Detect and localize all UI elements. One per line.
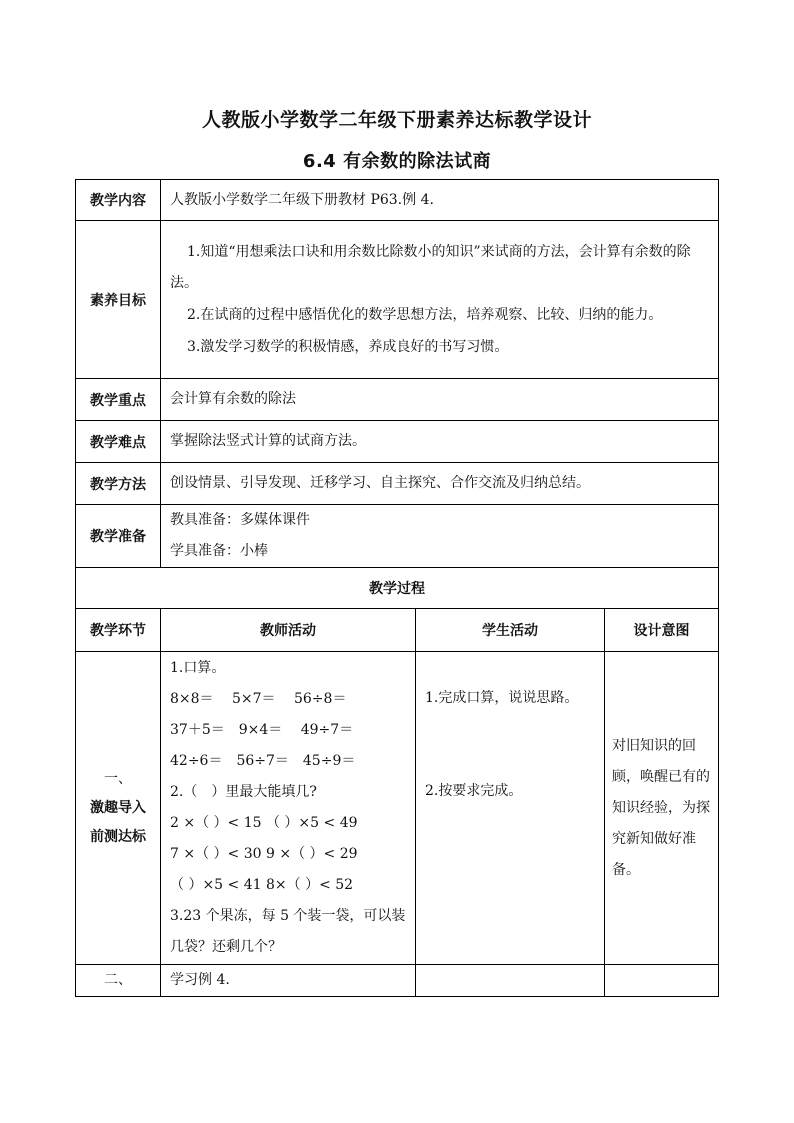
label-content: 教学内容 [76,180,161,221]
row-preparation [76,505,719,568]
stage-1-teacher [161,652,416,965]
header-intent: 设计意图 [605,609,719,652]
preparation-line: 学具准备：小棒 [170,543,268,559]
label-preparation: 教学准备 [76,505,161,568]
row-key-point [76,379,719,421]
student-activity: 1.完成口算，说说思路。 [425,690,579,706]
row-difficulty [76,421,719,463]
content-text: 人教版小学数学二年级下册教材 P63.例 4. [161,180,719,221]
goals-cell [161,221,719,379]
difficulty-text: 掌握除法竖式计算的试商方法。 [161,421,719,463]
row-process-title [76,568,719,609]
teacher-line: 8×8＝ 5×7＝ 56÷8＝ [170,691,347,707]
preparation-cell [161,505,719,568]
header-student: 学生活动 [416,609,605,652]
stage-2-teacher: 学习例 4. [161,965,416,997]
goal-item: 3.激发学习数学的积极情感，养成良好的书写习惯。 [187,339,509,355]
row-stage-1 [76,652,719,965]
student-activity: 2.按要求完成。 [425,783,523,799]
stage-1-number: 一、 [104,770,132,787]
key-point-text: 会计算有余数的除法 [161,379,719,421]
teacher-line: 2 ×（ ）< 15 （ ）×5 < 49 [170,815,358,831]
row-stage-2 [76,965,719,997]
teacher-line: （ ）×5 < 41 8×（ ）< 52 [170,877,354,893]
teacher-line: 7 ×（ ）< 30 9 ×（ ）< 29 [170,846,358,862]
stage-2-student [416,965,605,997]
process-title: 教学过程 [76,568,719,609]
header-teacher: 教师活动 [161,609,416,652]
teacher-line: 1.口算。 [170,660,226,676]
stage-1-name-line: 激趣导入 [90,799,146,816]
label-key-point: 教学重点 [76,379,161,421]
label-goals: 素养目标 [76,221,161,379]
header-stage: 教学环节 [76,609,161,652]
goal-item: 2.在试商的过程中感悟优化的数学思想方法，培养观察、比较、归纳的能力。 [187,307,663,323]
goal-item: 1.知道“用想乘法口诀和用余数比除数小的知识”来试商的方法，会计算有余数的除法。 [170,244,691,291]
teacher-line: 3.23 个果冻，每 5 个装一袋，可以装几袋？还剩几个？ [170,908,406,955]
label-method: 教学方法 [76,463,161,505]
preparation-line: 教具准备：多媒体课件 [170,512,310,528]
teacher-line: 42÷6＝ 56÷7＝ 45÷9＝ [170,753,356,769]
teacher-line: 2.（ ）里最大能填几? [170,784,317,800]
row-process-headers [76,609,719,652]
stage-1-intent: 对旧知识的回顾，唤醒已有的知识经验，为探究新知做好准备。 [605,652,719,965]
lesson-plan-table [75,179,719,997]
teacher-line: 37＋5＝ 9×4＝ 49÷7＝ [170,722,354,738]
method-text: 创设情景、引导发现、迁移学习、自主探究、合作交流及归纳总结。 [161,463,719,505]
stage-1-name [76,652,161,965]
label-difficulty: 教学难点 [76,421,161,463]
stage-2-intent [605,965,719,997]
lesson-subtitle: 6.4 有余数的除法试商 [302,151,492,172]
stage-2-number: 二、 [76,965,161,997]
stage-1-name-line: 前测达标 [90,828,146,845]
document-title: 人教版小学数学二年级下册素养达标教学设计 [201,109,592,131]
row-content [76,180,719,221]
row-goals [76,221,719,379]
row-method [76,463,719,505]
stage-1-student [416,652,605,965]
